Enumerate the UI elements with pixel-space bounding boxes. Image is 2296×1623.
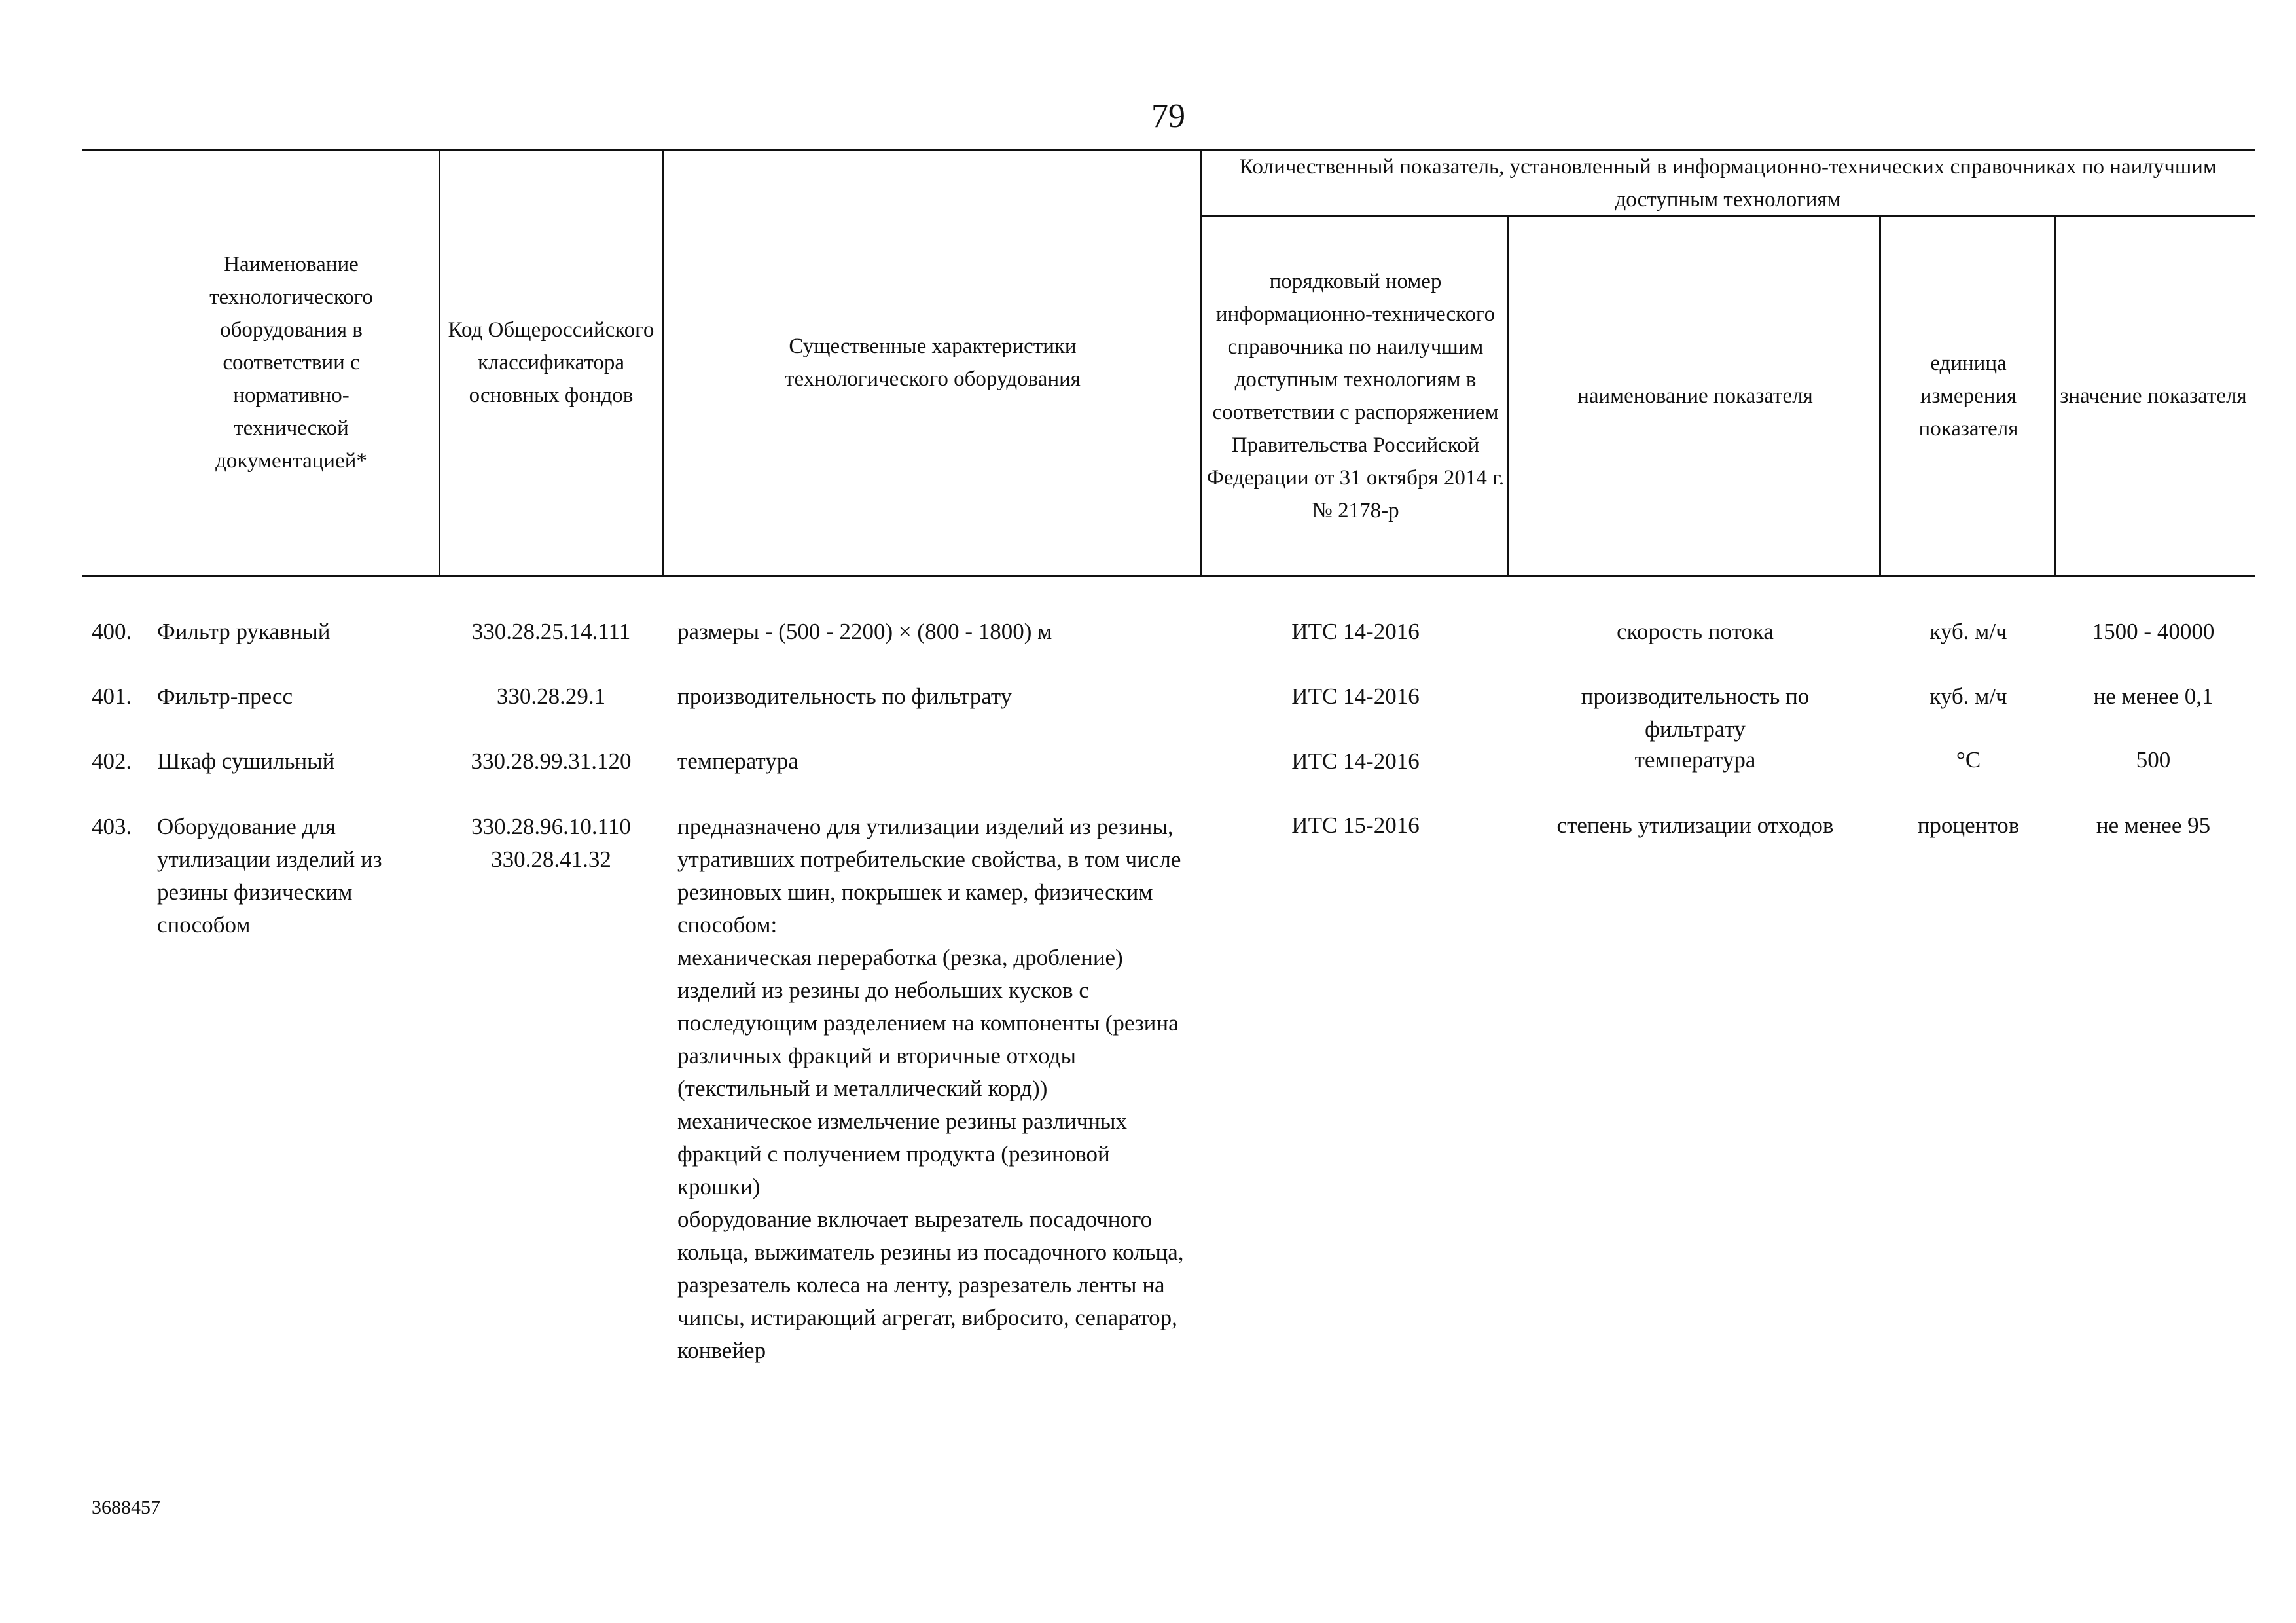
okof-code: 330.28.29.1 <box>496 684 606 709</box>
value: не менее 0,1 <box>2093 684 2214 709</box>
its-number: ИТС 15-2016 <box>1291 812 1420 838</box>
header-features: Существенные характеристики технологического оборудования <box>785 335 1081 391</box>
page-number: 79 <box>1151 98 1185 135</box>
its-number: ИТС 14-2016 <box>1291 748 1420 774</box>
equipment-name: Оборудование для утилизации изделий из резины физическим способом <box>157 814 382 938</box>
header-indicator-name: наименование показателя <box>1577 384 1813 408</box>
header-indicator-group: Количественный показатель, установленный в информационно-технических справочниках по наилучшим доступным технологиям <box>1239 155 2217 211</box>
indicator-name: степень утилизации отходов <box>1556 812 1834 838</box>
indicator-name: температура <box>1634 747 1756 773</box>
equipment-name: Шкаф сушильный <box>157 748 335 774</box>
row-number: 402. <box>92 748 132 774</box>
indicator-name: скорость потока <box>1617 619 1774 644</box>
unit: куб. м/ч <box>1929 684 2007 709</box>
features: температура <box>677 748 798 774</box>
column-divider <box>1507 216 1509 576</box>
row-number: 400. <box>92 619 132 644</box>
row-number: 403. <box>92 814 132 839</box>
column-divider <box>1879 216 1881 576</box>
header-its-number: порядковый номер информационно-технического справочника по наилучшим доступным технологиям в соответствии с распоряжением Правительства Российской Федерации от 31 октября 2014 г. № 2178-р <box>1206 270 1505 522</box>
okof-code: 330.28.99.31.120 <box>471 748 632 774</box>
unit: куб. м/ч <box>1929 619 2007 644</box>
its-number: ИТС 14-2016 <box>1291 684 1420 709</box>
equipment-name: Фильтр рукавный <box>157 619 331 644</box>
header-okof-code: Код Общероссийского классификатора основных фондов <box>448 318 655 407</box>
value: не менее 95 <box>2096 812 2211 838</box>
its-number: ИТС 14-2016 <box>1291 619 1420 644</box>
header-bottom-rule <box>82 575 2255 577</box>
indicator-name: производительность по фильтрату <box>1581 684 1810 742</box>
header-value: значение показателя <box>2060 384 2247 408</box>
value: 500 <box>2136 747 2171 773</box>
column-divider <box>2054 216 2056 576</box>
unit: процентов <box>1917 812 2020 838</box>
okof-code: 330.28.25.14.111 <box>471 619 631 644</box>
okof-code: 330.28.96.10.110 330.28.41.32 <box>471 814 631 872</box>
column-divider <box>439 151 440 576</box>
features: производительность по фильтрату <box>677 684 1013 709</box>
features: предназначено для утилизации изделий из резины, утративших потребительские свойства, в том числе резиновых шин, покрышек и камер, физическим способом: механическая переработка (резка, дробление) изделий из резины до небольших кусков с последующим разделением на компоненты (резина различных фракций и вторичные отходы (текстильный и металлический корд)) механическое измельчение резины различных фракций с получением продукта (резиновой крошки) оборудование включает вырезатель посадочного кольца, выжиматель резины из посадочного кольца, разрезатель колеса на ленту, разрезатель ленты на чипсы, истирающий агрегат, вибросито, сепаратор, конвейер <box>677 814 1184 1363</box>
header-equipment-name: Наименование технологического оборудования в соответствии с нормативно-технической документацией* <box>209 253 373 473</box>
features: размеры - (500 - 2200) × (800 - 1800) м <box>677 619 1052 644</box>
unit: °С <box>1956 747 1981 773</box>
column-divider <box>1200 151 1202 576</box>
document-code: 3688457 <box>92 1497 160 1518</box>
column-divider <box>662 151 664 576</box>
header-unit: единица измерения показателя <box>1918 352 2018 441</box>
equipment-name: Фильтр-пресс <box>157 684 293 709</box>
value: 1500 - 40000 <box>2092 619 2215 644</box>
row-number: 401. <box>92 684 132 709</box>
